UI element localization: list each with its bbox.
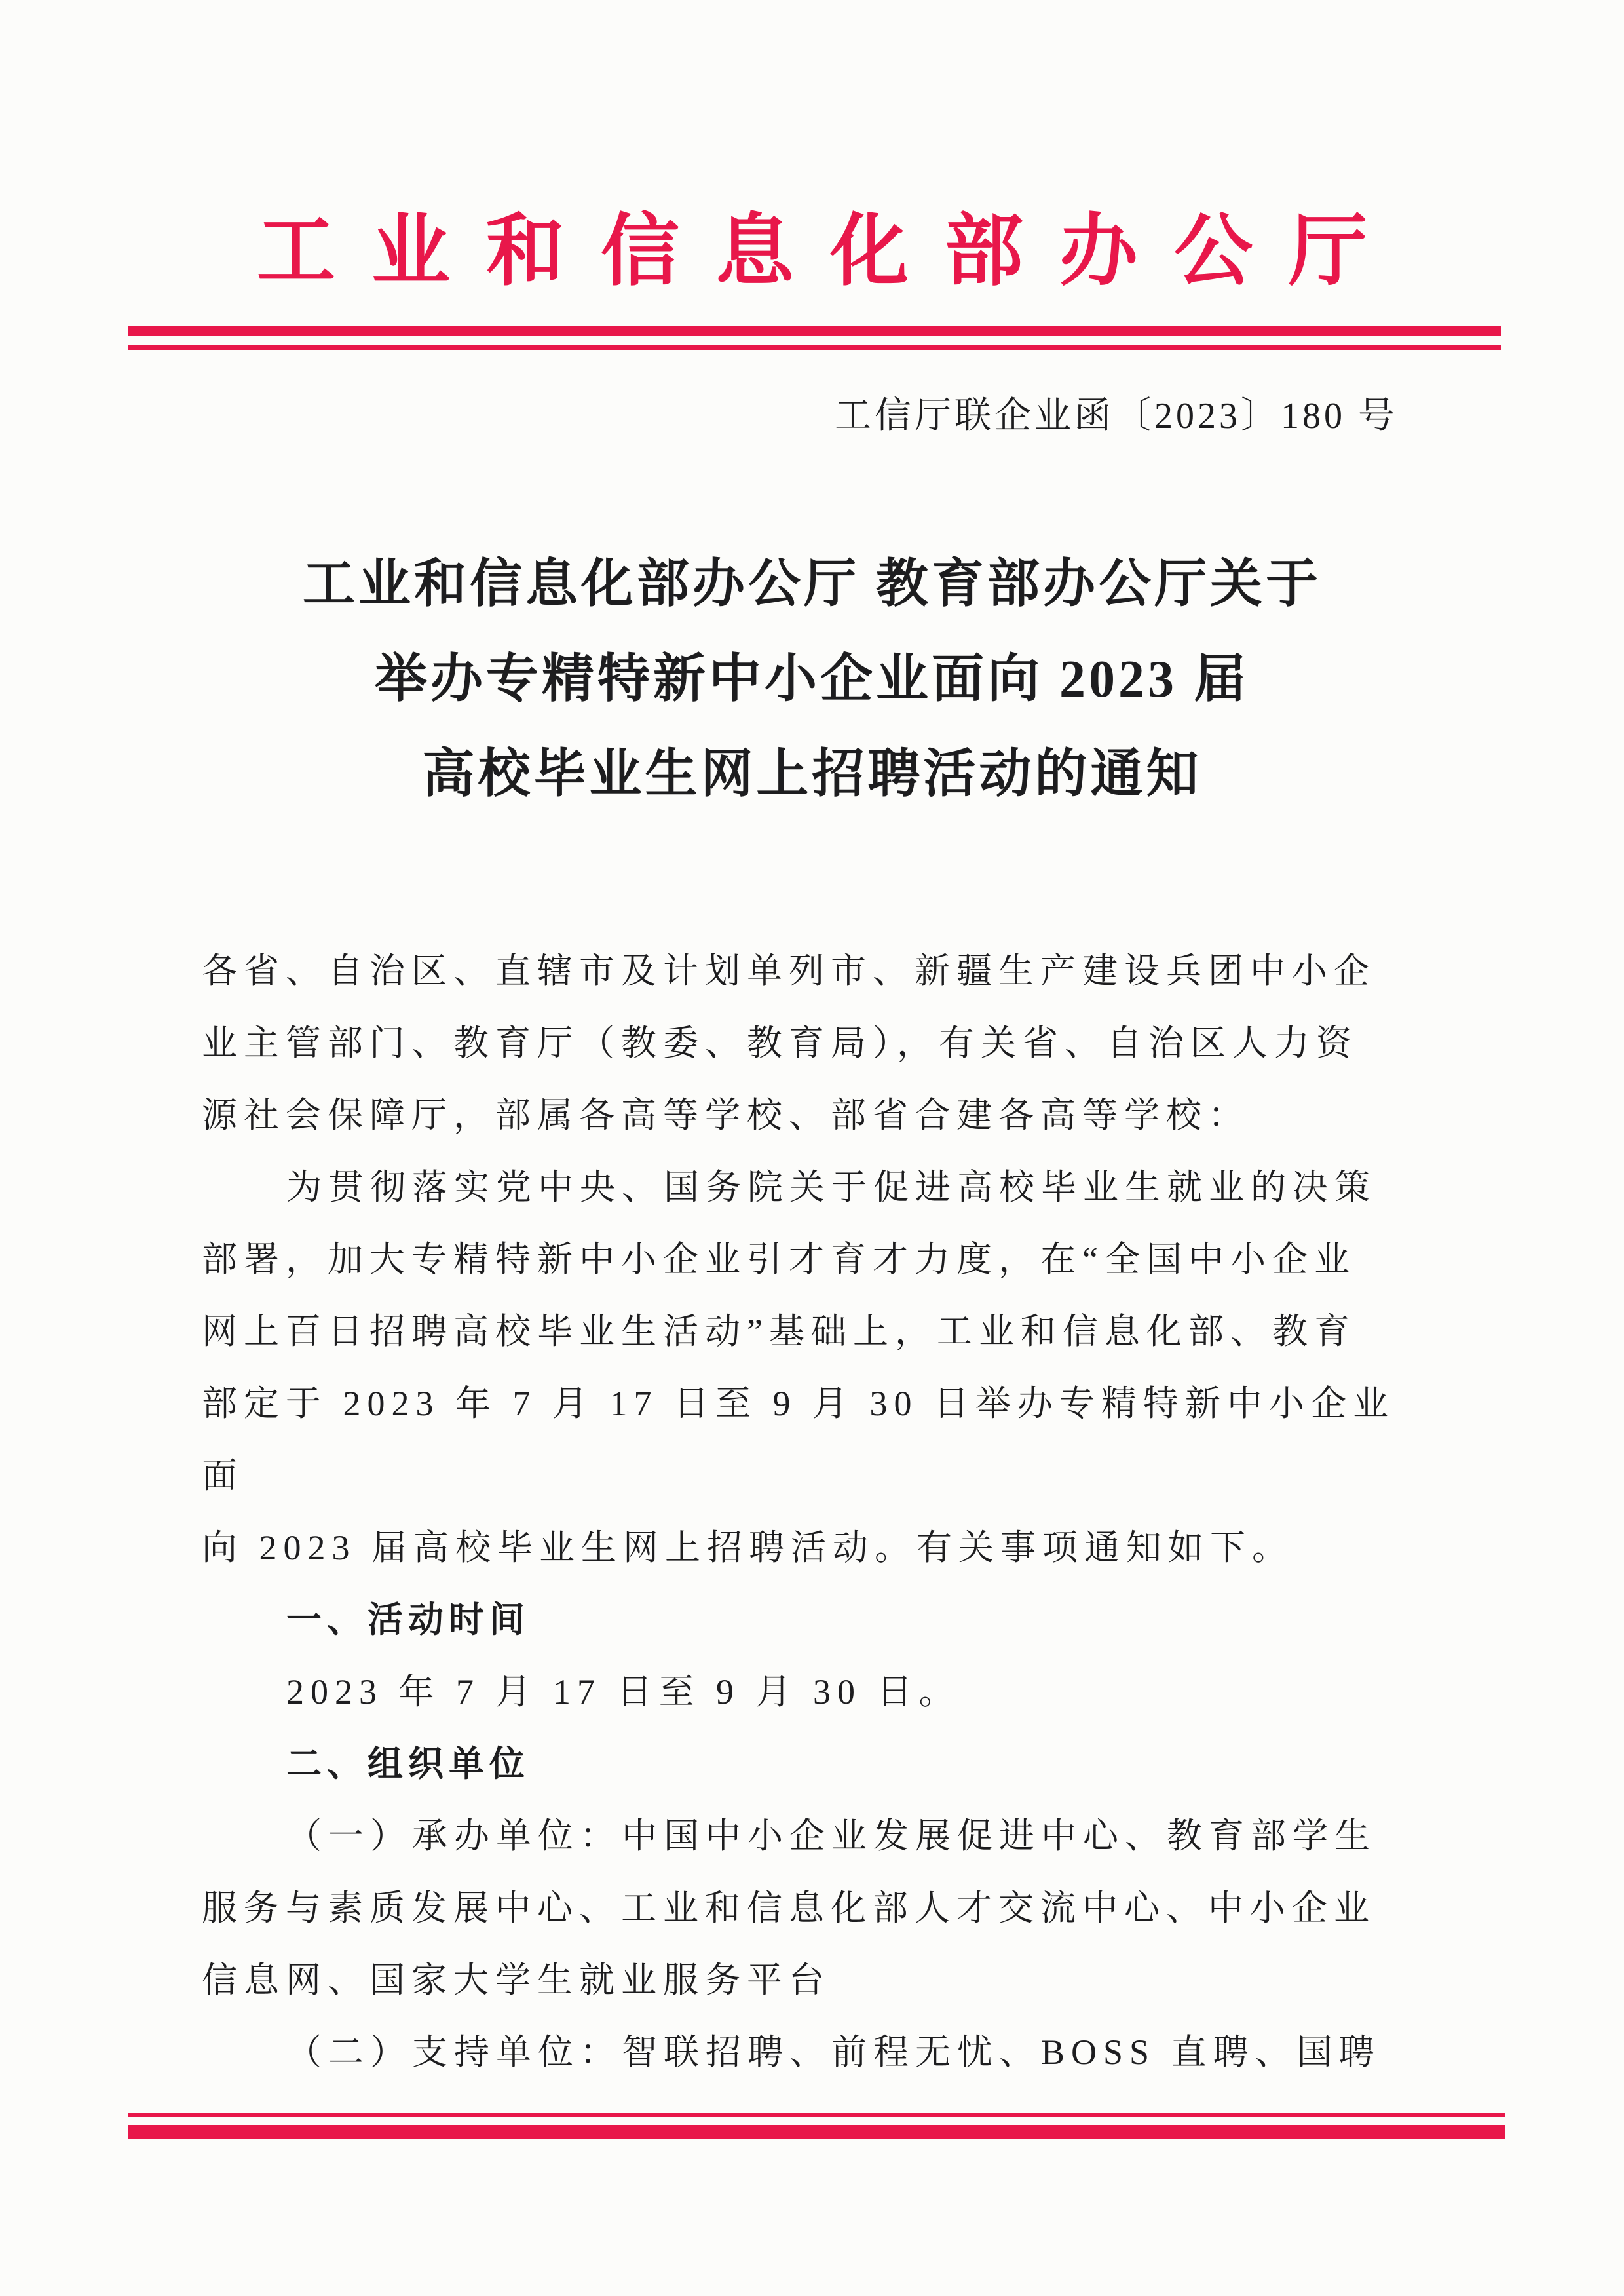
doc-number: 工信厅联企业函〔2023〕180 号: [835, 396, 1398, 436]
body-line: （二）支持单位：智联招聘、前程无忧、BOSS 直聘、国聘: [286, 2033, 1381, 2072]
header-rule-thick: [128, 326, 1501, 336]
body-line: 向 2023 届高校毕业生网上招聘活动。有关事项通知如下。: [202, 1528, 1294, 1567]
body-line: 各省、自治区、直辖市及计划单列市、新疆生产建设兵团中小企: [202, 951, 1376, 991]
body-line: （一）承办单位：中国中小企业发展促进中心、教育部学生: [286, 1816, 1376, 1856]
header-rules: [128, 326, 1501, 350]
footer-rule-thick: [128, 2125, 1505, 2139]
body-line: 业主管部门、教育厅（教委、教育局），有关省、自治区人力资: [202, 1024, 1358, 1063]
footer-rule-thin: [128, 2113, 1505, 2117]
footer-rules: [128, 2113, 1505, 2139]
body-line: 2023 年 7 月 17 日至 9 月 30 日。: [286, 1672, 961, 1712]
body-line: 部署，加大专精特新中小企业引才育才力度，在“全国中小企业: [202, 1240, 1356, 1279]
notice-title-line-3: 高校毕业生网上招聘活动的通知: [422, 746, 1202, 803]
notice-title: [0, 537, 1624, 822]
body-line: 部定于 2023 年 7 月 17 日至 9 月 30 日举办专精特新中小企业面: [202, 1384, 1395, 1495]
body-line: 网上百日招聘高校毕业生活动”基础上，工业和信息化部、教育: [202, 1312, 1356, 1351]
body-text: [202, 935, 1424, 2088]
letterhead-title: 工业和信息化部办公厅: [257, 208, 1403, 295]
body-line: 信息网、国家大学生就业服务平台: [202, 1961, 831, 2000]
notice-title-line-1: 工业和信息化部办公厅 教育部办公厅关于: [303, 556, 1321, 613]
body-line: 为贯彻落实党中央、国务院关于促进高校毕业生就业的决策: [286, 1168, 1376, 1207]
body-line: 服务与素质发展中心、工业和信息化部人才交流中心、中小企业: [202, 1888, 1376, 1928]
notice-title-line-2: 举办专精特新中小企业面向 2023 届: [375, 651, 1249, 708]
header-rule-thin: [128, 345, 1501, 350]
section-heading: 一、活动时间: [286, 1600, 530, 1639]
section-heading: 二、组织单位: [286, 1744, 530, 1784]
body-line: 源社会保障厅，部属各高等学校、部省合建各高等学校：: [202, 1096, 1250, 1135]
